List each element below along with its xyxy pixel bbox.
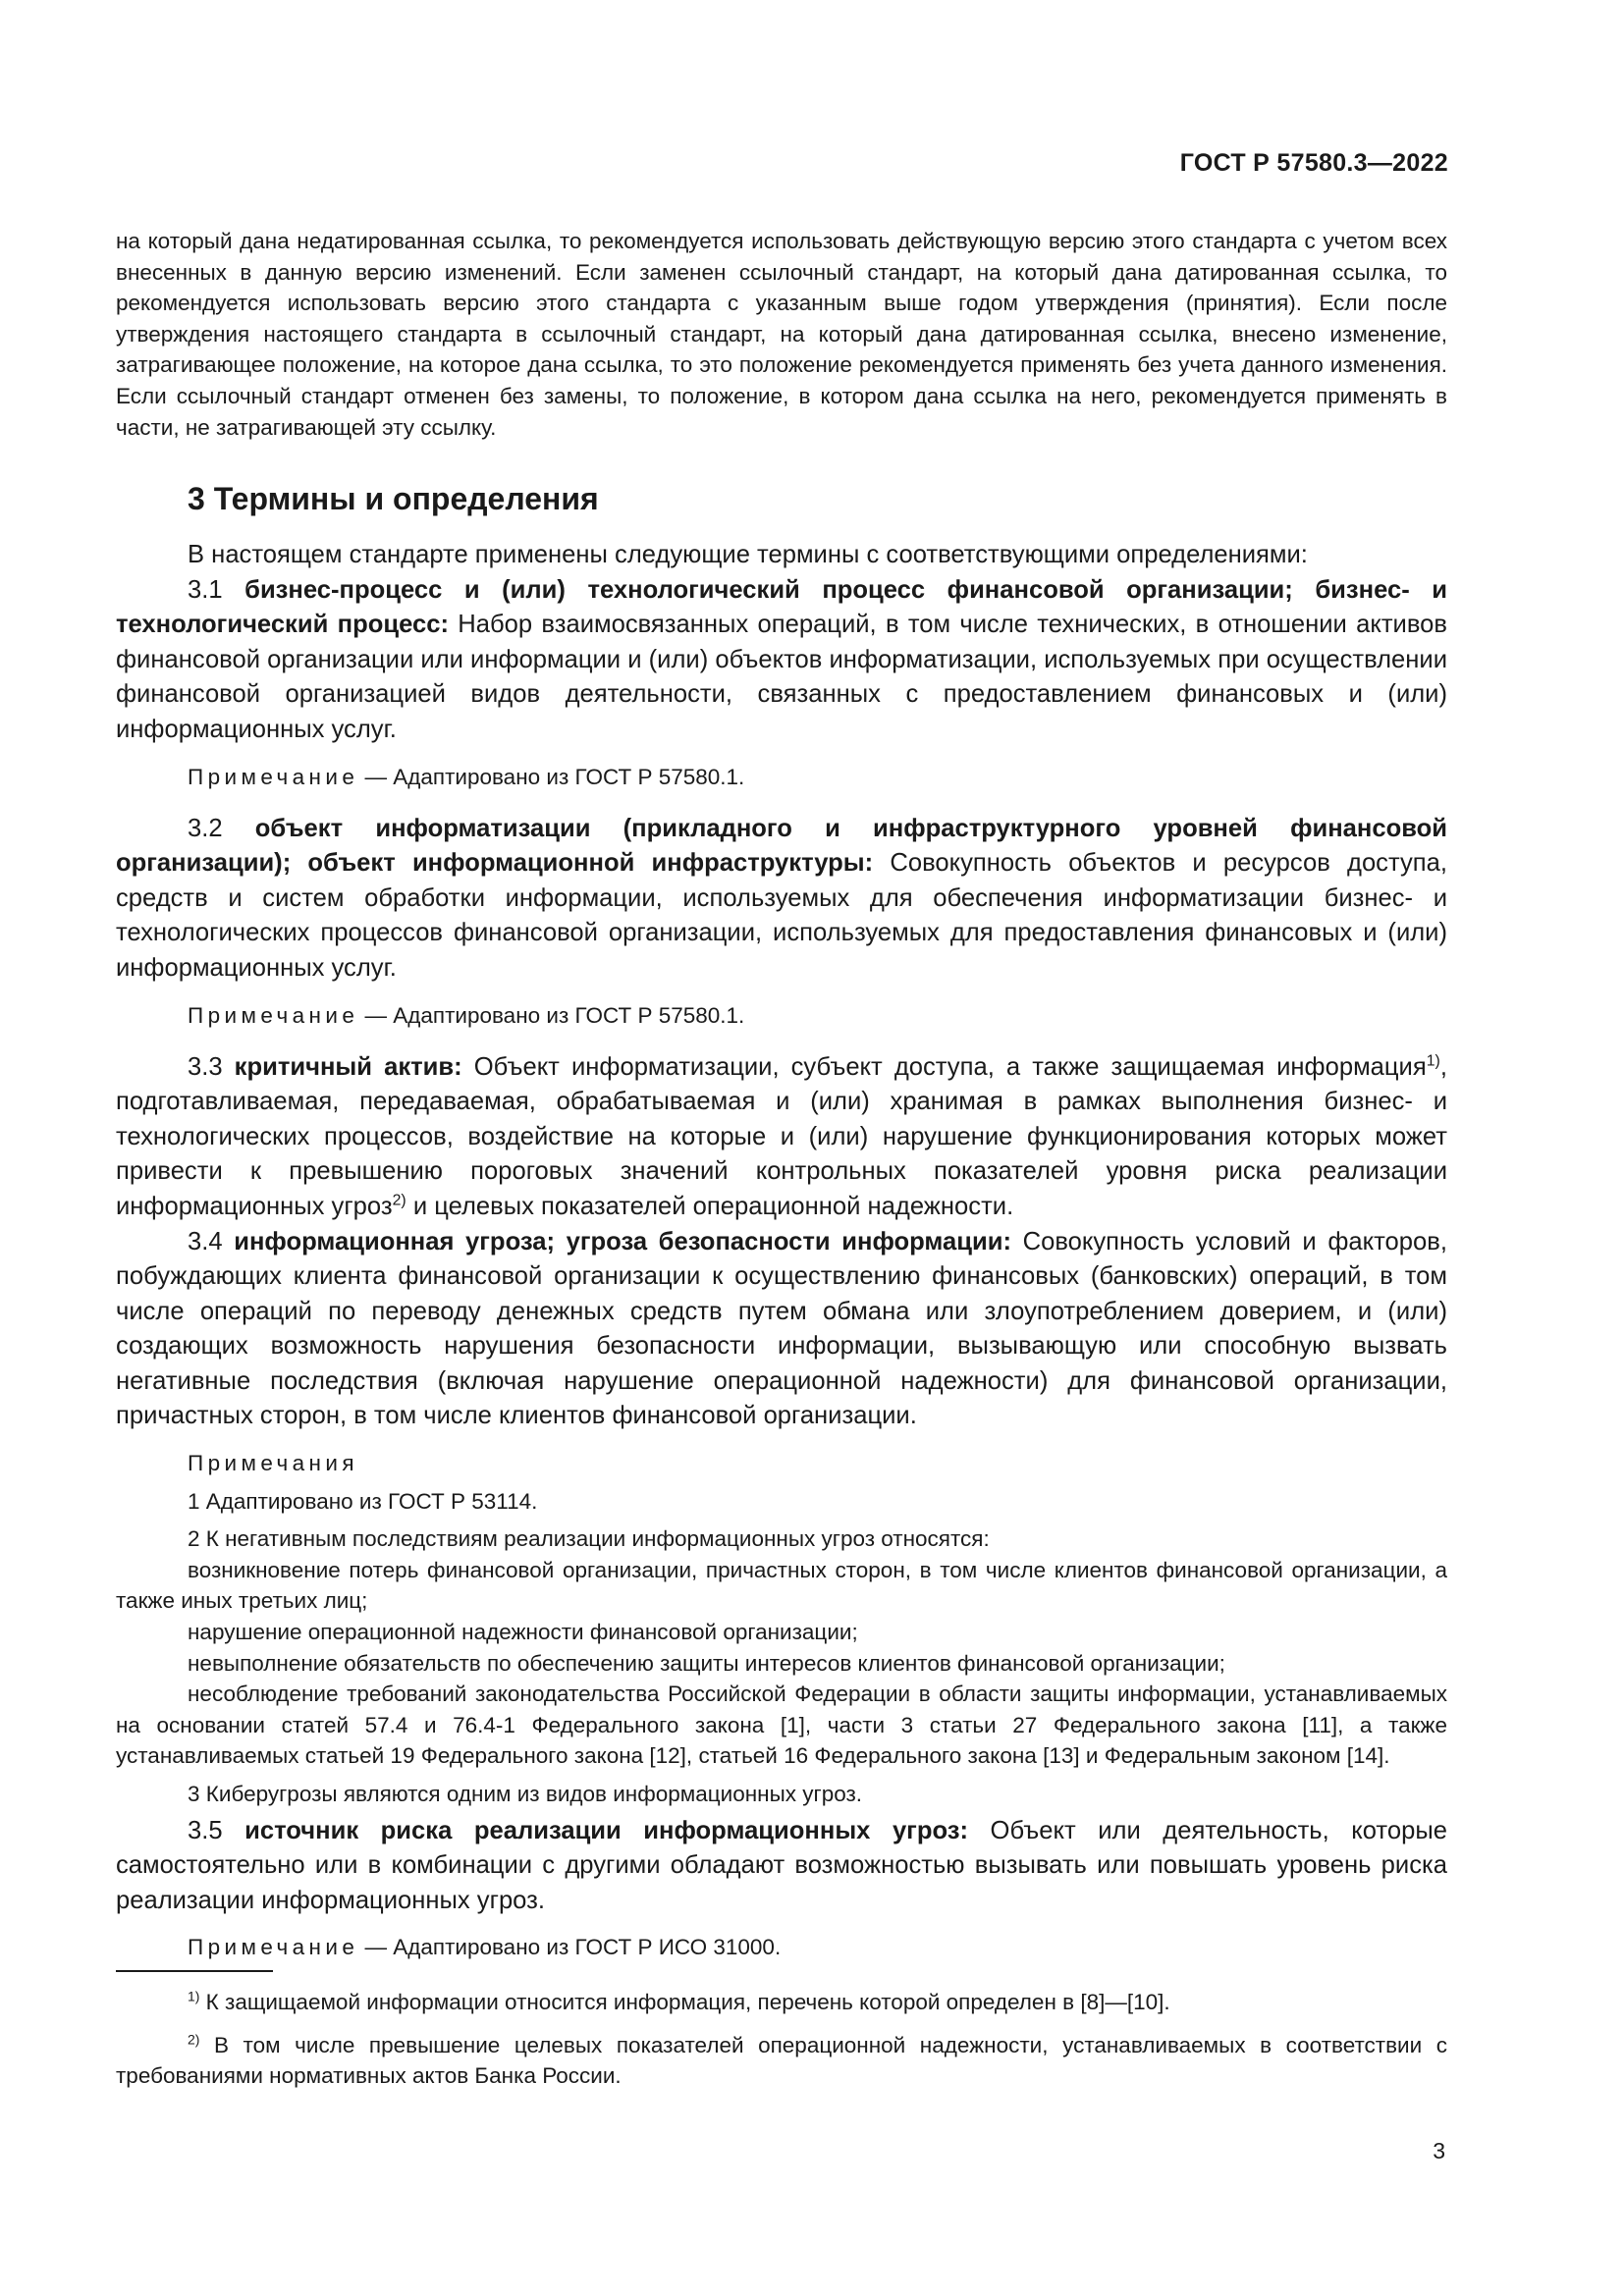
term-number: 3.4 — [188, 1227, 223, 1255]
term-definition-part-a: Объект информатизации, субъект доступа, а также защищаемая информация — [473, 1052, 1427, 1081]
note-item: 2 К негативным последствиям реализации информационных угроз относятся: — [188, 1526, 990, 1552]
section-title: 3 Термины и определения — [188, 481, 599, 516]
term-definition: Совокупность условий и факторов, побуждающих клиента финансовой организации к осуществлению финансовых (банковских) операций, в том числе операций по переводу денежных средств путем обмана или злоупотреблением доверием, и (или) создающих возможность нарушения безопасности информации, вызывающую или способную вызвать негативные последствия (включая нарушение операционной надежности) для финансовой организации, причастных сторон, в том числе клиентов финансовой организации. — [116, 1227, 1447, 1430]
term-3-1-note — [116, 762, 1447, 792]
term-3-3 — [116, 1050, 1447, 1225]
term-number: 3.3 — [188, 1052, 223, 1081]
footnote-2 — [116, 2030, 1447, 2092]
footnote-mark: 1) — [188, 1988, 200, 2004]
footnote-1 — [116, 1987, 1447, 2018]
intro-paragraph: на который дана недатированная ссылка, то рекомендуется использовать действующую версию этого стандарта с учетом всех внесенных в данную версию изменений. Если заменен ссылочный стандарт, на который дана датированная ссылка, то рекомендуется использовать версию этого стандарта с указанным выше годом утверждения (принятия). Если после утверждения настоящего стандарта в ссылочный стандарт, на который дана датированная ссылка, внесено изменение, затрагивающее положение, на которое дана ссылка, то это положение рекомендуется применять без учета данного изменения. Если ссылочный стандарт отменен без замены, то положение, в котором дана ссылка на него, рекомендуется применять в части, не затрагивающей эту ссылку. — [116, 229, 1447, 440]
footnote-text: В том числе превышение целевых показателей операционной надежности, устанавливаемых в соответствии с требованиями нормативных актов Банка России. — [116, 2032, 1447, 2089]
term-definition: Набор взаимосвязанных операций, в том числе технических, в отношении активов финансовой организации или информации и (или) объектов информатизации, используемых при осуществлении финансовой организацией видов деятельности, связанных с предоставлением финансовых и (или) информационных услуг. — [116, 611, 1447, 743]
note-label: Примечание — [188, 1002, 359, 1028]
term-3-5 — [116, 1814, 1447, 1919]
term-name: бизнес-процесс и (или) технологический процесс финансовой организации; бизнес- и технологический процесс: — [116, 575, 1447, 639]
note-item: 3 Киберугрозы являются одним из видов информационных угроз. — [188, 1782, 863, 1806]
footnotes — [116, 1987, 1447, 2104]
term-definition-part-c: и целевых показателей операционной надежности. — [406, 1192, 1014, 1220]
term-definition-part-b: , подготавливаемая, передаваемая, обрабатываемая и (или) хранимая в рамках выполнения бизнес- и технологических процессов, воздействие на которые и (или) нарушение функционирования которых может привести к превышению пороговых значений контрольных показателей уровня риска реализации информационных угроз — [116, 1052, 1447, 1220]
note-text: — Адаптировано из ГОСТ Р 57580.1. — [364, 764, 745, 789]
term-3-2 — [116, 812, 1447, 987]
term-3-4 — [116, 1225, 1447, 1435]
note-item: нарушение операционной надежности финансовой организации; — [188, 1620, 858, 1645]
term-3-5-note — [116, 1932, 1447, 1962]
term-3-4-notes — [116, 1448, 1447, 1810]
note-item: невыполнение обязательств по обеспечению защиты интересов клиентов финансовой организации; — [188, 1650, 1225, 1676]
term-name: информационная угроза; угроза безопасности информации: — [234, 1227, 1011, 1255]
document-code: ГОСТ Р 57580.3—2022 — [1179, 149, 1448, 177]
term-name: критичный актив: — [234, 1052, 462, 1081]
footnote-mark: 2) — [188, 2031, 200, 2048]
note-item: возникновение потерь финансовой организации, причастных сторон, в том числе клиентов финансовой организации, а также иных третьих лиц; — [116, 1557, 1447, 1614]
note-label: Примечание — [188, 764, 359, 789]
note-text: — Адаптировано из ГОСТ Р 57580.1. — [364, 1002, 745, 1028]
note-item: 1 Адаптировано из ГОСТ Р 53114. — [188, 1488, 538, 1514]
footnote-ref-1[interactable]: 1) — [1426, 1052, 1440, 1069]
footnote-text: К защищаемой информации относится информация, перечень которой определен в [8]—[10]. — [199, 1990, 1170, 2014]
term-name: источник риска реализации информационных угроз: — [244, 1816, 969, 1844]
footnote-ref-2[interactable]: 2) — [392, 1192, 406, 1209]
term-name: объект информатизации (прикладного и инфраструктурного уровней финансовой организации); объект информационной инфраструктуры: — [116, 814, 1447, 878]
notes-label: Примечания — [188, 1451, 358, 1476]
page-number: 3 — [1433, 2138, 1445, 2163]
term-definition: Объект или деятельность, которые самостоятельно или в комбинации с другими обладают возможностью вызывать или повышать уровень риска реализации информационных угроз. — [116, 1816, 1447, 1914]
term-number: 3.5 — [188, 1816, 223, 1844]
note-item: несоблюдение требований законодательства Российской Федерации в области защиты информации, устанавливаемых на основании статей 57.4 и 76.4-1 Федерального закона [1], части 3 статьи 27 Федерального закона [11], а также устанавливаемых статьей 19 Федерального закона [12], статьей 16 Федерального закона [13] и Федеральным законом [14]. — [116, 1682, 1447, 1769]
term-3-2-note — [116, 1000, 1447, 1031]
note-label: Примечание — [188, 1935, 359, 1960]
footnote-divider — [116, 1970, 273, 1972]
term-3-1 — [116, 573, 1447, 748]
term-number: 3.2 — [188, 814, 223, 842]
term-definition: Совокупность объектов и ресурсов доступа, средств и систем обработки информации, используемых для обеспечения информатизации бизнес- и технологических процессов финансовой организации, используемых для предоставления финансовых и (или) информационных услуг. — [116, 849, 1447, 982]
term-number: 3.1 — [188, 575, 223, 604]
section-body — [116, 538, 1447, 1962]
section-lead: В настоящем стандарте применены следующие термины с соответствующими определениями: — [188, 541, 1308, 568]
note-text: — Адаптировано из ГОСТ Р ИСО 31000. — [364, 1935, 782, 1960]
